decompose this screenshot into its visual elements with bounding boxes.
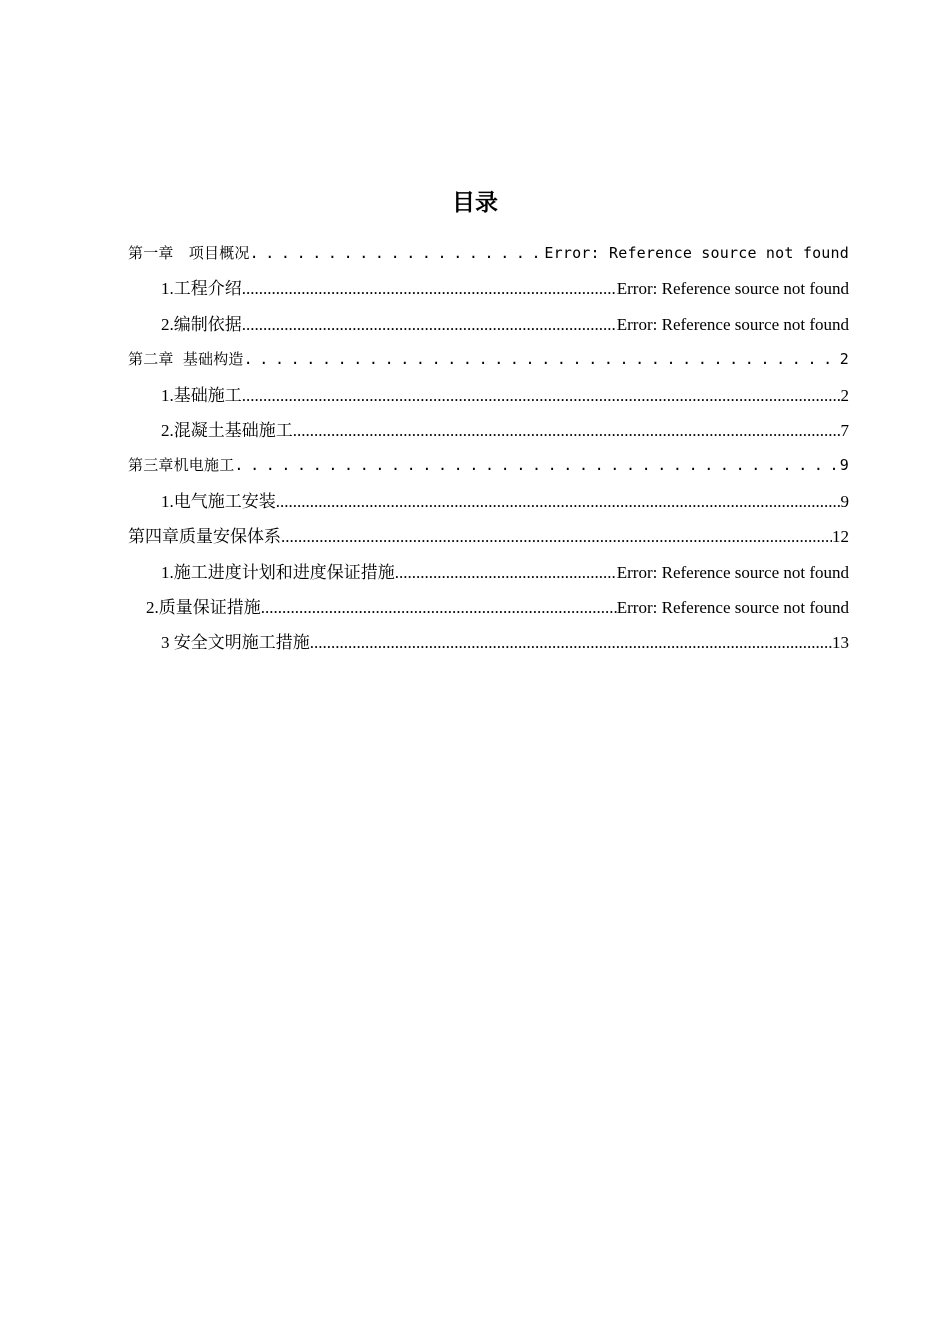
dot-leader (281, 519, 832, 554)
toc-entry-label: 第四章质量安保体系 (128, 527, 281, 547)
toc-entry-section[interactable] (128, 271, 849, 306)
toc-entry-label: 2.质量保证措施 (146, 597, 261, 617)
dot-leader (244, 342, 840, 377)
dot-leader (242, 378, 841, 413)
toc-entry-page: 12 (832, 527, 849, 547)
toc-entry-page: 7 (840, 420, 849, 440)
toc-entry-label: 1.基础施工 (161, 385, 242, 405)
dot-leader (276, 484, 841, 519)
toc-entry-page: 13 (832, 633, 849, 653)
dot-leader (395, 555, 617, 590)
dot-leader (242, 271, 617, 306)
toc-entry-page: Error: Reference source not found (544, 244, 849, 262)
toc-entry-section[interactable] (128, 484, 849, 519)
dot-leader (293, 413, 841, 448)
toc-entry-section[interactable] (128, 378, 849, 413)
toc-entry-label: 1.施工进度计划和进度保证措施 (161, 562, 395, 582)
toc-entry-section[interactable] (128, 625, 849, 660)
toc-entry-label: 2.混凝土基础施工 (161, 420, 293, 440)
toc-entry-section[interactable] (128, 307, 849, 342)
toc-entry-label: 3 安全文明施工措施 (161, 633, 310, 653)
dot-leader (242, 307, 617, 342)
table-of-contents (128, 236, 849, 661)
toc-entry-label: 第二章 基础构造 (128, 350, 244, 369)
toc-entry-section[interactable] (128, 590, 849, 625)
dot-leader (261, 590, 617, 625)
toc-entry-page: Error: Reference source not found (616, 279, 849, 299)
toc-entry-chapter-1[interactable] (128, 236, 849, 271)
toc-entry-page: Error: Reference source not found (616, 597, 849, 617)
toc-entry-label: 第三章机电施工 (128, 456, 235, 475)
toc-entry-label: 1.工程介绍 (161, 279, 242, 299)
toc-entry-page: 2 (839, 350, 849, 369)
toc-entry-page: 9 (839, 456, 849, 475)
toc-entry-section[interactable] (128, 555, 849, 590)
toc-entry-chapter-3[interactable] (128, 448, 849, 483)
toc-entry-page: Error: Reference source not found (616, 562, 849, 582)
toc-entry-label: 第一章 项目概况 (128, 244, 250, 262)
toc-title: 目录 (452, 190, 498, 216)
dot-leader (250, 236, 545, 271)
toc-entry-section[interactable] (128, 413, 849, 448)
toc-entry-label: 1.电气施工安装 (161, 491, 276, 511)
toc-entry-chapter-2[interactable] (128, 342, 849, 377)
toc-entry-chapter-4[interactable] (128, 519, 849, 554)
toc-entry-label: 2.编制依据 (161, 314, 242, 334)
toc-entry-page: 9 (840, 491, 849, 511)
toc-entry-page: Error: Reference source not found (616, 314, 849, 334)
toc-entry-page: 2 (840, 385, 849, 405)
dot-leader (234, 448, 839, 483)
dot-leader (310, 625, 832, 660)
